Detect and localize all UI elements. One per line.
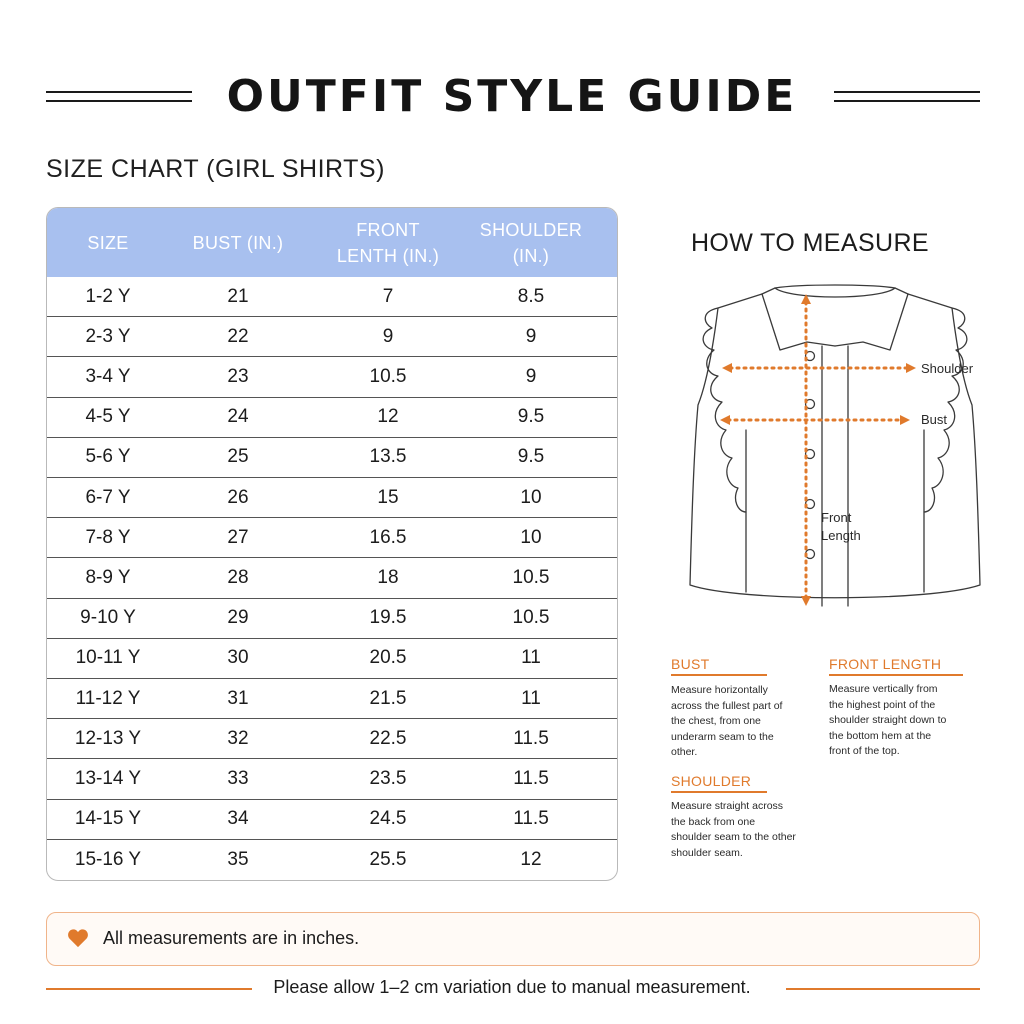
- front-length-cell: 23.5: [369, 767, 407, 789]
- size-cell: 1-2 Y: [85, 285, 131, 307]
- units-note-text: All measurements are in inches.: [103, 928, 360, 948]
- front-length-cell: 19.5: [369, 607, 407, 629]
- table-row: [47, 558, 618, 598]
- bust-section-underline: [671, 674, 767, 676]
- bust-cell: 21: [227, 285, 249, 307]
- front-length-cell: 13.5: [369, 446, 407, 468]
- bust-cell: 31: [227, 687, 249, 709]
- size-cell: 4-5 Y: [85, 406, 131, 428]
- table-row: [47, 277, 618, 317]
- bust-label: Bust: [921, 412, 948, 427]
- variation-note: Please allow 1–2 cm variation due to manual measurement.: [273, 977, 751, 997]
- shoulder-cell: 9: [525, 325, 537, 347]
- shoulder-cell: 12: [520, 848, 542, 870]
- title-rule-right: [834, 91, 980, 102]
- size-cell: 6-7 Y: [85, 486, 131, 508]
- bust-cell: 32: [227, 727, 249, 749]
- table-row: [47, 800, 618, 840]
- bust-cell: 22: [227, 325, 249, 347]
- bust-cell: 26: [227, 486, 249, 508]
- header-bust: BUST (IN.): [192, 232, 284, 253]
- size-cell: 3-4 Y: [85, 365, 131, 387]
- size-cell: 10-11 Y: [75, 647, 141, 669]
- shoulder-label: Shoulder: [921, 361, 974, 376]
- front-length-cell: 21.5: [369, 687, 407, 709]
- table-header: [47, 208, 618, 277]
- header-size: SIZE: [87, 232, 129, 253]
- bust-cell: 25: [227, 446, 249, 468]
- table-row: [47, 759, 618, 799]
- shirt-illustration: [680, 280, 990, 620]
- size-chart-table: [46, 207, 618, 881]
- table-row: [47, 317, 618, 357]
- bust-cell: 29: [227, 607, 249, 629]
- table-row: [47, 719, 618, 759]
- shoulder-section-text: Measure straight across the back from one shoulder seam to the other shoulder seam.: [671, 800, 796, 859]
- shoulder-cell: 11: [521, 647, 541, 669]
- shoulder-cell: 11: [521, 687, 541, 709]
- size-cell: 5-6 Y: [85, 446, 131, 468]
- footer-rule-right: [786, 988, 980, 990]
- shoulder-cell: 10.5: [512, 607, 550, 629]
- front-length-label-line1: Front: [821, 510, 852, 525]
- shoulder-cell: 10.5: [512, 566, 550, 588]
- front-length-section-text: Measure vertically from the highest point of the shoulder straight down to the bottom hem at the front of the top.: [829, 683, 947, 757]
- shoulder-section-title: SHOULDER: [671, 773, 752, 789]
- shoulder-cell: 11.5: [513, 767, 549, 789]
- page-title: OUTFIT STYLE GUIDE: [226, 71, 798, 122]
- bust-section-title: BUST: [671, 656, 710, 672]
- table-row: [47, 438, 618, 478]
- table-row: [47, 518, 618, 558]
- header-front-length: FRONT LENTH (IN.): [336, 219, 440, 266]
- front-length-cell: 15: [377, 486, 399, 508]
- shoulder-cell: 10: [520, 486, 542, 508]
- size-cell: 11-12 Y: [75, 687, 141, 709]
- how-to-measure-title: HOW TO MEASURE: [690, 229, 930, 257]
- shoulder-cell: 9: [525, 365, 537, 387]
- front-length-cell: 10.5: [369, 365, 407, 387]
- bust-cell: 28: [227, 566, 249, 588]
- front-length-cell: 24.5: [369, 808, 407, 830]
- table-row: [47, 840, 618, 880]
- front-length-cell: 7: [382, 285, 394, 307]
- size-cell: 14-15 Y: [74, 808, 142, 830]
- bust-section-text: Measure horizontally across the fullest part of the chest, from one underarm seam to the other.: [671, 684, 783, 758]
- table-row: [47, 478, 618, 518]
- front-length-cell: 22.5: [369, 727, 407, 749]
- shoulder-cell: 8.5: [517, 285, 545, 307]
- table-row: [47, 357, 618, 397]
- bust-cell: 35: [227, 848, 249, 870]
- table-row: [47, 599, 618, 639]
- size-cell: 9-10 Y: [80, 607, 136, 629]
- units-note: [46, 912, 980, 966]
- front-length-section-underline: [829, 674, 963, 676]
- shoulder-cell: 11.5: [513, 808, 549, 830]
- shoulder-cell: 9.5: [517, 406, 545, 428]
- front-length-cell: 18: [377, 566, 399, 588]
- front-length-cell: 16.5: [369, 526, 407, 548]
- bust-cell: 33: [227, 767, 249, 789]
- front-length-cell: 20.5: [369, 647, 407, 669]
- bust-cell: 34: [227, 808, 249, 830]
- front-length-cell: 9: [382, 325, 394, 347]
- bust-cell: 24: [227, 406, 249, 428]
- front-length-label-line2: Length: [821, 528, 861, 543]
- header-shoulder: SHOULDER (IN.): [479, 219, 583, 266]
- size-cell: 2-3 Y: [85, 325, 131, 347]
- heart-icon: [67, 928, 89, 948]
- section-subtitle: SIZE CHART (GIRL SHIRTS): [46, 155, 385, 183]
- size-cell: 7-8 Y: [85, 526, 131, 548]
- size-cell: 12-13 Y: [74, 727, 142, 749]
- shoulder-cell: 11.5: [513, 727, 549, 749]
- front-length-cell: 12: [377, 406, 399, 428]
- table-row: [47, 639, 618, 679]
- front-length-cell: 25.5: [369, 848, 407, 870]
- size-cell: 15-16 Y: [74, 848, 142, 870]
- size-cell: 13-14 Y: [74, 767, 142, 789]
- table-row: [47, 398, 618, 438]
- shoulder-section-underline: [671, 791, 767, 793]
- front-length-section-title: FRONT LENGTH: [829, 656, 942, 672]
- table-row: [47, 679, 618, 719]
- size-cell: 8-9 Y: [85, 566, 131, 588]
- shoulder-cell: 10: [520, 526, 542, 548]
- bust-cell: 27: [227, 526, 249, 548]
- bust-cell: 30: [227, 647, 249, 669]
- shoulder-cell: 9.5: [517, 446, 545, 468]
- bust-cell: 23: [227, 365, 249, 387]
